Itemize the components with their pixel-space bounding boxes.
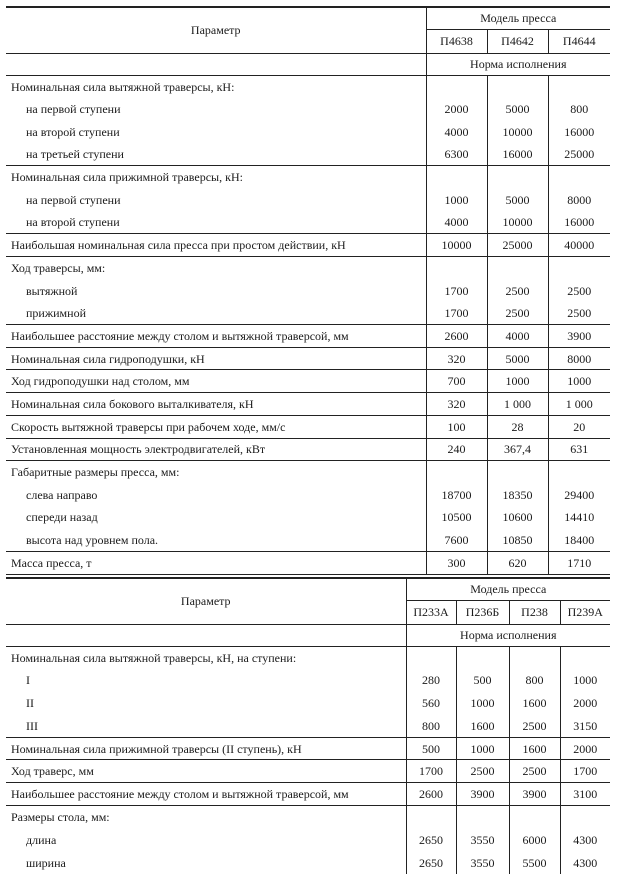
param-label: Наибольшая номинальная сила пресса при простом действии, кН xyxy=(6,234,426,257)
param-label: на первой ступени xyxy=(26,192,121,207)
group-title-row xyxy=(6,166,610,189)
model-col-header: П4642 xyxy=(487,29,548,53)
value-cell: 2500 xyxy=(548,279,610,302)
group-title-row xyxy=(6,646,610,669)
table-row xyxy=(6,483,610,506)
table-row xyxy=(6,714,610,737)
table-1-header xyxy=(6,7,610,75)
row-group xyxy=(6,646,610,737)
param-label: на первой ступени xyxy=(26,102,121,117)
param-label: Скорость вытяжной траверсы при рабочем ходе, мм/с xyxy=(6,415,426,438)
value-cell: 10000 xyxy=(426,234,487,257)
value-cell: 3900 xyxy=(509,783,560,806)
value-cell: 2500 xyxy=(487,302,548,325)
value-cell: 29400 xyxy=(548,483,610,506)
value-cell xyxy=(426,75,487,98)
value-cell: 10000 xyxy=(487,211,548,234)
value-cell: 16000 xyxy=(487,143,548,166)
value-cell: 1700 xyxy=(426,279,487,302)
row-group xyxy=(6,166,610,234)
value-cell: 100 xyxy=(426,415,487,438)
value-cell: 2500 xyxy=(548,302,610,325)
value-cell: 500 xyxy=(456,669,509,692)
value-cell: 1710 xyxy=(548,551,610,574)
table-row xyxy=(6,347,610,370)
param-header: Параметр xyxy=(6,578,406,624)
value-cell: 4000 xyxy=(426,211,487,234)
table-row xyxy=(6,393,610,416)
row-group xyxy=(6,234,610,257)
param-label: I xyxy=(26,673,30,688)
value-cell: 1000 xyxy=(426,188,487,211)
value-cell: 2500 xyxy=(509,760,560,783)
value-cell: 25000 xyxy=(548,143,610,166)
value-cell: 1700 xyxy=(560,760,610,783)
table-row xyxy=(6,279,610,302)
table-row xyxy=(6,98,610,121)
model-col-header: П239А xyxy=(560,600,610,624)
value-cell: 1 000 xyxy=(487,393,548,416)
value-cell: 3900 xyxy=(548,325,610,348)
group-title: Ход траверсы, мм: xyxy=(6,257,426,280)
value-cell: 280 xyxy=(406,669,456,692)
param-label: Номинальная сила гидроподушки, кН xyxy=(6,347,426,370)
value-cell xyxy=(548,461,610,484)
param-label: II xyxy=(26,695,34,710)
value-cell: 5000 xyxy=(487,347,548,370)
table-row xyxy=(6,529,610,552)
group-title-row xyxy=(6,75,610,98)
param-label: вытяжной xyxy=(26,283,78,298)
row-group xyxy=(6,347,610,370)
value-cell: 2500 xyxy=(509,714,560,737)
row-group xyxy=(6,257,610,325)
value-cell xyxy=(487,166,548,189)
model-col-header: П233А xyxy=(406,600,456,624)
table-row xyxy=(6,783,610,806)
row-group xyxy=(6,370,610,393)
value-cell: 367,4 xyxy=(487,438,548,461)
value-cell: 2650 xyxy=(406,851,456,874)
value-cell xyxy=(509,646,560,669)
value-cell: 1600 xyxy=(509,737,560,760)
value-cell xyxy=(426,257,487,280)
value-cell: 800 xyxy=(548,98,610,121)
value-cell xyxy=(406,646,456,669)
row-group xyxy=(6,737,610,760)
table-row xyxy=(6,143,610,166)
value-cell: 1600 xyxy=(456,714,509,737)
value-cell: 240 xyxy=(426,438,487,461)
value-cell: 3100 xyxy=(560,783,610,806)
value-cell: 6300 xyxy=(426,143,487,166)
value-cell: 28 xyxy=(487,415,548,438)
table-row xyxy=(6,760,610,783)
value-cell: 10850 xyxy=(487,529,548,552)
table-row xyxy=(6,325,610,348)
value-cell xyxy=(456,646,509,669)
value-cell: 18350 xyxy=(487,483,548,506)
row-group xyxy=(6,438,610,461)
value-cell: 10600 xyxy=(487,506,548,529)
table-2-header xyxy=(6,578,610,646)
value-cell: 4300 xyxy=(560,851,610,874)
value-cell: 700 xyxy=(426,370,487,393)
table-row xyxy=(6,188,610,211)
group-title: Номинальная сила вытяжной траверсы, кН, на ступени: xyxy=(6,646,406,669)
value-cell: 4000 xyxy=(426,120,487,143)
value-cell: 4000 xyxy=(487,325,548,348)
value-cell xyxy=(548,257,610,280)
value-cell: 2000 xyxy=(560,692,610,715)
value-cell xyxy=(456,806,509,829)
group-title-row xyxy=(6,257,610,280)
row-group xyxy=(6,393,610,416)
param-label: на третьей ступени xyxy=(26,147,124,162)
table-row xyxy=(6,438,610,461)
value-cell xyxy=(406,806,456,829)
value-cell: 5500 xyxy=(509,851,560,874)
value-cell xyxy=(548,166,610,189)
table-row xyxy=(6,737,610,760)
norm-header: Норма исполнения xyxy=(406,624,610,646)
value-cell: 3550 xyxy=(456,828,509,851)
value-cell xyxy=(487,461,548,484)
value-cell: 18400 xyxy=(548,529,610,552)
value-cell xyxy=(509,806,560,829)
param-label: III xyxy=(26,718,38,733)
value-cell: 560 xyxy=(406,692,456,715)
value-cell: 1000 xyxy=(456,737,509,760)
value-cell xyxy=(426,166,487,189)
value-cell: 1000 xyxy=(560,669,610,692)
value-cell: 1700 xyxy=(406,760,456,783)
value-cell: 25000 xyxy=(487,234,548,257)
value-cell: 2600 xyxy=(426,325,487,348)
value-cell: 5000 xyxy=(487,98,548,121)
value-cell: 1 000 xyxy=(548,393,610,416)
value-cell: 320 xyxy=(426,347,487,370)
model-col-header: П236Б xyxy=(456,600,509,624)
row-group xyxy=(6,75,610,166)
group-title-row xyxy=(6,806,610,829)
value-cell: 2600 xyxy=(406,783,456,806)
value-cell: 40000 xyxy=(548,234,610,257)
value-cell: 8000 xyxy=(548,188,610,211)
param-label: Наибольшее расстояние между столом и вытяжной траверсой, мм xyxy=(6,783,406,806)
table-row xyxy=(6,120,610,143)
group-title-row xyxy=(6,461,610,484)
param-header: Параметр xyxy=(6,7,426,53)
value-cell: 631 xyxy=(548,438,610,461)
model-col-header: П4638 xyxy=(426,29,487,53)
value-cell: 3550 xyxy=(456,851,509,874)
param-label: слева направо xyxy=(26,487,98,502)
value-cell: 2500 xyxy=(456,760,509,783)
value-cell: 10000 xyxy=(487,120,548,143)
value-cell: 7600 xyxy=(426,529,487,552)
value-cell: 2000 xyxy=(426,98,487,121)
value-cell: 620 xyxy=(487,551,548,574)
press-spec-table-2 xyxy=(6,577,610,874)
param-label: на второй ступени xyxy=(26,215,120,230)
row-group xyxy=(6,415,610,438)
table-row xyxy=(6,828,610,851)
param-label: на второй ступени xyxy=(26,124,120,139)
param-label: Ход траверс, мм xyxy=(6,760,406,783)
row-group xyxy=(6,783,610,806)
param-label: Масса пресса, т xyxy=(6,551,426,574)
value-cell: 800 xyxy=(406,714,456,737)
param-label: высота над уровнем пола. xyxy=(26,532,159,547)
value-cell: 1000 xyxy=(548,370,610,393)
param-label: длина xyxy=(26,832,57,847)
table-row xyxy=(6,551,610,574)
row-group xyxy=(6,760,610,783)
table-row xyxy=(6,669,610,692)
row-group xyxy=(6,461,610,552)
row-group xyxy=(6,325,610,348)
value-cell: 6000 xyxy=(509,828,560,851)
value-cell: 1000 xyxy=(487,370,548,393)
norm-header: Норма исполнения xyxy=(426,53,610,75)
table-row xyxy=(6,211,610,234)
value-cell xyxy=(560,646,610,669)
row-group xyxy=(6,551,610,574)
value-cell xyxy=(487,257,548,280)
value-cell: 320 xyxy=(426,393,487,416)
value-cell: 18700 xyxy=(426,483,487,506)
group-title: Номинальная сила прижимной траверсы, кН: xyxy=(6,166,426,189)
press-spec-table-1 xyxy=(6,6,610,575)
value-cell: 8000 xyxy=(548,347,610,370)
table-row xyxy=(6,692,610,715)
value-cell: 16000 xyxy=(548,211,610,234)
model-header: Модель пресса xyxy=(426,7,610,29)
table-row xyxy=(6,506,610,529)
value-cell xyxy=(560,806,610,829)
value-cell: 1600 xyxy=(509,692,560,715)
param-label: Наибольшее расстояние между столом и вытяжной траверсой, мм xyxy=(6,325,426,348)
param-label: Ход гидроподушки над столом, мм xyxy=(6,370,426,393)
row-group xyxy=(6,806,610,874)
param-label: спереди назад xyxy=(26,510,98,525)
group-title: Номинальная сила вытяжной траверсы, кН: xyxy=(6,75,426,98)
value-cell: 20 xyxy=(548,415,610,438)
table-row xyxy=(6,415,610,438)
value-cell: 500 xyxy=(406,737,456,760)
value-cell: 3900 xyxy=(456,783,509,806)
value-cell: 1700 xyxy=(426,302,487,325)
value-cell: 2000 xyxy=(560,737,610,760)
value-cell xyxy=(487,75,548,98)
value-cell: 4300 xyxy=(560,828,610,851)
value-cell: 2500 xyxy=(487,279,548,302)
param-label: Номинальная сила прижимной траверсы (II ступень), кН xyxy=(6,737,406,760)
value-cell: 800 xyxy=(509,669,560,692)
table-row xyxy=(6,370,610,393)
value-cell xyxy=(548,75,610,98)
param-label: Номинальная сила бокового выталкивателя, кН xyxy=(6,393,426,416)
model-header: Модель пресса xyxy=(406,578,610,600)
param-label: ширина xyxy=(26,855,66,870)
param-label: Установленная мощность электродвигателей, кВт xyxy=(6,438,426,461)
group-title: Размеры стола, мм: xyxy=(6,806,406,829)
value-cell: 2650 xyxy=(406,828,456,851)
value-cell: 16000 xyxy=(548,120,610,143)
value-cell: 14410 xyxy=(548,506,610,529)
value-cell: 1000 xyxy=(456,692,509,715)
value-cell: 10500 xyxy=(426,506,487,529)
model-col-header: П4644 xyxy=(548,29,610,53)
table-row xyxy=(6,851,610,874)
value-cell xyxy=(426,461,487,484)
value-cell: 5000 xyxy=(487,188,548,211)
table-row xyxy=(6,302,610,325)
table-row xyxy=(6,234,610,257)
value-cell: 3150 xyxy=(560,714,610,737)
model-col-header: П238 xyxy=(509,600,560,624)
value-cell: 300 xyxy=(426,551,487,574)
group-title: Габаритные размеры пресса, мм: xyxy=(6,461,426,484)
param-label: прижимной xyxy=(26,305,86,320)
